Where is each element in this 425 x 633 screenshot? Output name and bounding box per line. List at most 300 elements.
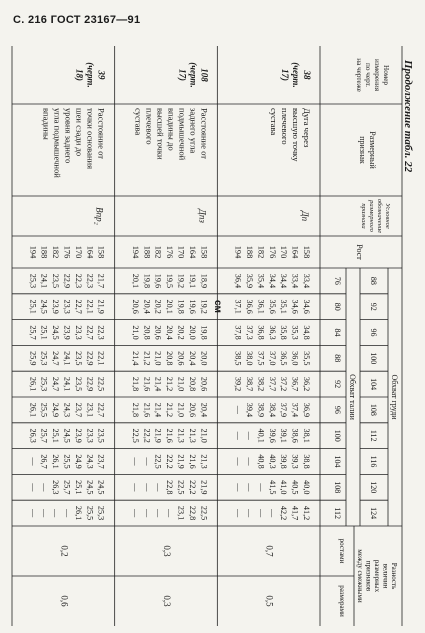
height-value: 170: [73, 245, 83, 259]
measure-value: 24,3: [85, 454, 95, 469]
col-header-measure-name: признак: [358, 136, 367, 164]
measure-value: 20,0: [199, 351, 209, 366]
measure-value: 24,1: [62, 376, 72, 392]
measure-value: 39,8: [279, 454, 289, 469]
chest-size-label: 96: [369, 328, 378, 337]
measure-value: 35,9: [245, 273, 254, 289]
measure-value: 25,9: [28, 351, 38, 366]
col-header-diff-group: размерных: [373, 559, 381, 593]
measure-value: 21,6: [142, 402, 152, 418]
measure-value: 24,7: [51, 351, 61, 366]
measure-name: точки основания: [85, 108, 96, 170]
chest-size-label: 108: [369, 403, 378, 416]
empty-dash: —: [39, 509, 49, 518]
measure-value: 22,5: [130, 428, 140, 443]
col-header-diff-group: Разность: [390, 562, 398, 590]
measure-value: 41,2: [302, 505, 311, 521]
measure-value: 40,5: [290, 480, 300, 495]
col-header-designation: Условное: [384, 203, 391, 229]
measure-name: уровня заднего: [63, 108, 74, 164]
measure-value: 25,7: [28, 325, 38, 340]
measure-designation: Впр₂: [94, 207, 105, 225]
measure-value: 24,5: [51, 325, 61, 340]
measure-value: 20,6: [176, 351, 186, 366]
measure-value: 36,0: [290, 351, 300, 366]
chest-size-label: 88: [369, 276, 378, 285]
measure-value: 20,6: [199, 376, 209, 392]
measure-value: 39,2: [233, 376, 243, 392]
measure-value: 21,8: [130, 376, 140, 392]
measure-value: 21,9: [176, 454, 186, 469]
col-header-diff-group: признаков: [364, 560, 373, 592]
measure-value: 38,2: [256, 376, 266, 392]
height-value: 176: [165, 245, 175, 259]
height-value: 176: [62, 245, 72, 259]
unit-label: см: [212, 300, 223, 313]
measure-value: 22,5: [176, 480, 186, 495]
measure-name: впадины до: [166, 108, 177, 151]
measure-value: 25,5: [62, 454, 72, 469]
measure-value: 21,9: [96, 299, 106, 314]
measure-value: 38,4: [267, 402, 277, 418]
measure-value: 22,7: [96, 402, 106, 418]
measure-value: 37,5: [256, 351, 266, 366]
measure-name: плечевого: [280, 108, 290, 145]
height-value: 158: [302, 245, 311, 259]
measure-value: 22,9: [85, 376, 95, 392]
measure-value: 20,8: [187, 376, 197, 392]
measure-value: 20,1: [165, 299, 175, 314]
empty-dash: —: [28, 457, 38, 466]
measure-value: 41,0: [279, 480, 289, 495]
height-value: 164: [187, 245, 197, 259]
measure-value: 23,3: [85, 428, 95, 443]
measure-value: 41,7: [290, 505, 300, 521]
measure-value: 36,1: [256, 299, 266, 314]
measure-value: 38,9: [256, 402, 266, 418]
measure-value: 20,4: [165, 325, 175, 340]
col-header-diff-heights: ростами: [338, 538, 346, 564]
waist-size-label: 100: [333, 429, 342, 442]
measure-name: сустава: [133, 108, 144, 136]
measure-value: 25,5: [39, 402, 49, 418]
empty-dash: —: [142, 457, 152, 466]
measure-value: 20,4: [187, 351, 197, 366]
measure-value: 21,6: [142, 376, 152, 392]
measure-value: 35,1: [279, 299, 289, 314]
measure-value: 22,5: [96, 376, 106, 392]
diff-heights-value: 0,3: [162, 545, 172, 557]
measure-value: 21,2: [165, 376, 175, 392]
measure-value: 23,1: [176, 505, 186, 521]
measure-value: 19,6: [153, 273, 163, 289]
measure-value: 35,6: [267, 299, 277, 314]
measure-value: 21,0: [153, 351, 163, 366]
measure-value: 25,7: [39, 428, 49, 443]
empty-dash: —: [28, 483, 38, 492]
empty-dash: —: [233, 431, 243, 440]
measure-value: 23,9: [62, 325, 72, 340]
measure-value: 24,9: [73, 454, 83, 469]
col-header-designation: обозначение: [376, 198, 383, 234]
waist-size-label: 76: [333, 276, 342, 285]
measure-value: 24,9: [51, 402, 61, 418]
measure-value: 20,6: [130, 299, 140, 314]
measure-number: 108: [199, 68, 210, 82]
measure-value: 21,7: [96, 273, 106, 289]
measure-value: 39,6: [267, 428, 277, 443]
measure-value: 36,2: [302, 376, 311, 392]
measure-value: 20,6: [153, 325, 163, 340]
measure-value: 22,7: [73, 299, 83, 314]
measure-name: угла подмышечной: [52, 108, 63, 178]
empty-dash: —: [267, 509, 277, 518]
measure-value: 26,7: [39, 454, 49, 469]
chest-size-label: 92: [369, 302, 378, 311]
measure-value: 20,1: [130, 273, 140, 289]
measure-number: 39: [96, 70, 107, 80]
measure-value: 20,4: [199, 402, 209, 418]
measure-value: 24,5: [85, 480, 95, 495]
height-value: 188: [142, 245, 152, 259]
measure-value: 33,4: [290, 273, 300, 289]
empty-dash: —: [233, 509, 243, 518]
measure-value: 36,7: [290, 376, 300, 392]
measure-name: Расстояние от: [199, 108, 210, 160]
measure-value: 21,0: [130, 325, 140, 340]
measure-number: (черт.: [85, 62, 96, 88]
measure-value: 22,1: [96, 351, 106, 366]
height-value: 182: [51, 245, 61, 259]
measure-value: 24,1: [39, 273, 49, 289]
measure-value: 34,4: [267, 273, 277, 289]
measure-name: плечевого: [144, 108, 155, 145]
measure-value: 35,8: [279, 325, 289, 340]
waist-size-label: 104: [333, 455, 342, 468]
measure-value: 22,5: [153, 454, 163, 469]
measure-value: 22,2: [165, 454, 175, 469]
chest-size-label: 120: [369, 481, 378, 494]
height-value: 158: [96, 245, 106, 259]
measure-value: 23,5: [73, 376, 83, 392]
col-header-diff-group: величин: [381, 563, 390, 589]
page-number: С. 216: [13, 14, 48, 26]
measure-name: подмышечной: [177, 108, 188, 161]
measure-value: 21,4: [130, 351, 140, 366]
waist-size-label: 80: [333, 302, 342, 311]
height-value: 176: [267, 245, 277, 259]
measure-value: 21,2: [165, 402, 175, 418]
measure-value: 25,5: [85, 505, 95, 521]
empty-dash: —: [51, 509, 61, 518]
measure-value: 33,4: [302, 273, 311, 289]
empty-dash: —: [130, 457, 140, 466]
diff-heights-value: 0,7: [264, 545, 275, 557]
measure-value: 37,9: [279, 402, 289, 418]
measure-value: 22,7: [85, 325, 95, 340]
measure-value: 24,5: [62, 428, 72, 443]
measure-value: 26,1: [28, 376, 38, 392]
measure-value: 23,5: [51, 273, 61, 289]
measure-value: 23,9: [51, 299, 61, 314]
col-header-measure-no: измерения: [373, 58, 381, 92]
waist-size-label: 88: [333, 354, 342, 363]
measure-value: 25,7: [62, 480, 72, 495]
measure-value: 21,8: [130, 402, 140, 418]
measure-number: (черт.: [188, 62, 199, 88]
empty-dash: —: [256, 483, 266, 492]
measure-value: 20,4: [142, 299, 152, 314]
measure-value: 37,7: [267, 376, 277, 392]
measure-value: 22,5: [199, 505, 209, 521]
col-header-diff-sizes: размерами: [338, 585, 346, 617]
measure-value: 20,8: [165, 351, 175, 366]
measure-value: 36,8: [256, 325, 266, 340]
measure-value: 21,9: [199, 480, 209, 495]
continuation-caption: Продолжение табл. 22: [402, 60, 414, 173]
height-value: 194: [130, 245, 140, 259]
measure-value: 19,8: [176, 299, 186, 314]
measure-value: 21,4: [153, 376, 163, 392]
col-header-diff-group: между смежными: [356, 549, 364, 603]
col-header-waist-group: Обхват талии: [348, 374, 357, 420]
measure-value: 26,1: [28, 402, 38, 418]
measure-value: 23,7: [73, 402, 83, 418]
measure-value: 42,2: [279, 505, 289, 521]
measure-value: 24,3: [62, 402, 72, 418]
measure-value: 21,0: [176, 402, 186, 418]
measure-value: 20,0: [187, 325, 197, 340]
col-header-designation: признака: [360, 203, 367, 229]
height-value: 158: [199, 245, 209, 259]
empty-dash: —: [130, 509, 140, 518]
measure-value: 22,3: [85, 273, 95, 289]
measure-value: 24,1: [62, 351, 72, 366]
measure-value: 35,3: [290, 325, 300, 340]
measure-value: 34,6: [290, 299, 300, 314]
measure-value: 20,2: [153, 299, 163, 314]
height-value: 188: [245, 245, 254, 259]
empty-dash: —: [130, 483, 140, 492]
measure-value: 37,2: [279, 376, 289, 392]
measure-value: 35,5: [302, 351, 311, 366]
measure-value: 22,9: [85, 351, 95, 366]
measure-value: 20,8: [142, 325, 152, 340]
height-value: 164: [290, 245, 300, 259]
measure-value: 37,0: [267, 351, 277, 366]
measure-value: 19,5: [165, 273, 175, 289]
empty-dash: —: [245, 483, 254, 492]
measure-value: 19,2: [199, 299, 209, 314]
measure-value: 25,1: [73, 480, 83, 495]
empty-dash: —: [39, 483, 49, 492]
measure-value: 40,3: [267, 454, 277, 469]
col-header-height: Рост: [355, 244, 364, 260]
measure-value: 36,4: [233, 273, 243, 289]
measure-value: 38,8: [302, 454, 311, 469]
measure-name: шеи сзади до: [74, 108, 85, 157]
measure-value: 25,3: [39, 376, 49, 392]
measure-value: 25,1: [51, 428, 61, 443]
height-value: 188: [39, 245, 49, 259]
diff-heights-value: 0,2: [59, 545, 70, 557]
measure-value: 22,8: [187, 505, 197, 521]
empty-dash: —: [245, 457, 254, 466]
waist-size-label: 92: [333, 380, 342, 389]
chest-size-label: 124: [369, 507, 378, 520]
measure-name: высшей точки: [155, 108, 166, 160]
empty-dash: —: [233, 405, 243, 414]
measure-value: 34,8: [302, 325, 311, 340]
measure-value: 23,5: [96, 428, 106, 443]
measure-value: 22,9: [62, 273, 72, 289]
measure-value: 38,6: [290, 428, 300, 443]
measure-value: 21,4: [153, 402, 163, 418]
measure-value: 36,3: [267, 325, 277, 340]
measure-value: 23,5: [73, 351, 83, 366]
measure-value: 25,3: [96, 505, 106, 521]
empty-dash: —: [62, 509, 72, 518]
measure-value: 22,2: [142, 428, 152, 443]
measure-value: 24,7: [51, 376, 61, 392]
empty-dash: —: [245, 509, 254, 518]
waist-size-label: 96: [333, 405, 342, 414]
measure-number: 18): [74, 69, 85, 81]
measure-value: 19,8: [142, 273, 152, 289]
measure-name: Дуга через: [302, 108, 312, 148]
measure-value: 24,5: [39, 299, 49, 314]
measure-value: 19,6: [187, 299, 197, 314]
measure-name: впадины: [41, 108, 52, 140]
chest-size-label: 100: [369, 352, 378, 365]
measure-value: 21,0: [199, 428, 209, 443]
empty-dash: —: [28, 509, 38, 518]
height-value: 182: [153, 245, 163, 259]
measure-value: 40,8: [256, 454, 266, 469]
measure-number: 38: [302, 70, 312, 80]
measure-value: 24,5: [96, 480, 106, 495]
measure-value: 21,3: [187, 428, 197, 443]
measure-value: 21,0: [176, 376, 186, 392]
measure-value: 22,1: [85, 299, 95, 314]
measure-designation: Дпз: [197, 209, 208, 223]
measure-value: 22,3: [96, 325, 106, 340]
measure-value: 37,1: [233, 299, 243, 314]
measure-value: 39,3: [290, 454, 300, 469]
measure-value: 22,8: [165, 480, 175, 495]
height-value: 170: [176, 245, 186, 259]
measure-value: 38,7: [245, 376, 254, 392]
measure-value: 37,4: [290, 402, 300, 418]
measure-value: 20,2: [176, 325, 186, 340]
measure-number: 17): [177, 69, 188, 81]
measure-value: 25,1: [28, 299, 38, 314]
measure-value: 20,6: [187, 402, 197, 418]
height-value: 182: [256, 245, 266, 259]
measure-value: 21,2: [142, 351, 152, 366]
col-header-chest-group: Обхват груди: [390, 374, 399, 420]
measure-value: 23,9: [73, 428, 83, 443]
measure-value: 35,4: [256, 273, 266, 289]
measure-value: 25,1: [39, 325, 49, 340]
diff-sizes-value: 0,6: [59, 595, 70, 607]
measure-value: 23,1: [85, 402, 95, 418]
waist-size-label: 112: [333, 507, 342, 519]
measure-number: 17): [280, 69, 290, 81]
measure-value: 39,1: [279, 428, 289, 443]
chest-size-label: 112: [369, 429, 378, 442]
standard-code: ГОСТ 23167—91: [50, 14, 141, 26]
height-value: 194: [233, 245, 243, 259]
measure-value: 37,8: [233, 325, 243, 340]
measure-value: 21,3: [176, 428, 186, 443]
measure-value: 21,9: [153, 428, 163, 443]
measure-value: 25,3: [39, 351, 49, 366]
measure-value: 22,3: [73, 273, 83, 289]
measure-value: 19,1: [187, 273, 197, 289]
measure-name: Расстояние от: [96, 108, 107, 160]
measure-value: 23,3: [62, 299, 72, 314]
empty-dash: —: [153, 483, 163, 492]
col-header-measure-name: Размерный: [368, 131, 377, 169]
empty-dash: —: [153, 509, 163, 518]
measure-value: 19,8: [199, 325, 209, 340]
measure-value: 26,1: [51, 454, 61, 469]
measure-value: 25,3: [28, 273, 38, 289]
measure-value: 36,6: [245, 299, 254, 314]
measure-designation: Дп: [300, 210, 310, 222]
measure-name: высшую точку: [291, 108, 301, 162]
measure-value: 40,1: [256, 428, 266, 443]
col-header-measure-no: на чертеже: [355, 58, 363, 92]
measure-value: 18,9: [199, 273, 209, 289]
measure-value: 36,5: [279, 351, 289, 366]
col-header-measure-no: по черт.: [364, 63, 372, 87]
measure-value: 23,7: [96, 454, 106, 469]
measure-name: сустава: [269, 108, 279, 136]
height-value: 194: [28, 245, 38, 259]
chest-size-label: 104: [369, 378, 378, 391]
waist-size-label: 108: [333, 481, 342, 494]
measure-value: 41,5: [267, 480, 277, 495]
measure-value: 38,1: [302, 428, 311, 443]
measure-value: 39,4: [245, 402, 254, 418]
measure-value: 38,5: [233, 351, 243, 366]
measure-value: 34,6: [302, 299, 311, 314]
diff-sizes-value: 0,3: [162, 595, 172, 607]
empty-dash: —: [142, 509, 152, 518]
diff-sizes-value: 0,5: [264, 595, 275, 607]
measure-value: 21,6: [187, 454, 197, 469]
empty-dash: —: [142, 483, 152, 492]
empty-dash: —: [233, 483, 243, 492]
empty-dash: —: [256, 509, 266, 518]
empty-dash: —: [245, 431, 254, 440]
measure-value: 26,3: [28, 428, 38, 443]
measure-value: 26,1: [73, 505, 83, 521]
measure-value: 37,3: [245, 325, 254, 340]
empty-dash: —: [233, 457, 243, 466]
measure-value: 19,2: [176, 273, 186, 289]
measure-value: 23,3: [73, 325, 83, 340]
empty-dash: —: [165, 509, 175, 518]
height-value: 164: [85, 245, 95, 259]
measure-value: 38,0: [245, 351, 254, 366]
col-header-designation: размерного: [368, 200, 375, 232]
height-value: 170: [279, 245, 289, 259]
measure-name: заднего угла: [188, 108, 199, 154]
measure-value: 22,2: [187, 480, 197, 495]
